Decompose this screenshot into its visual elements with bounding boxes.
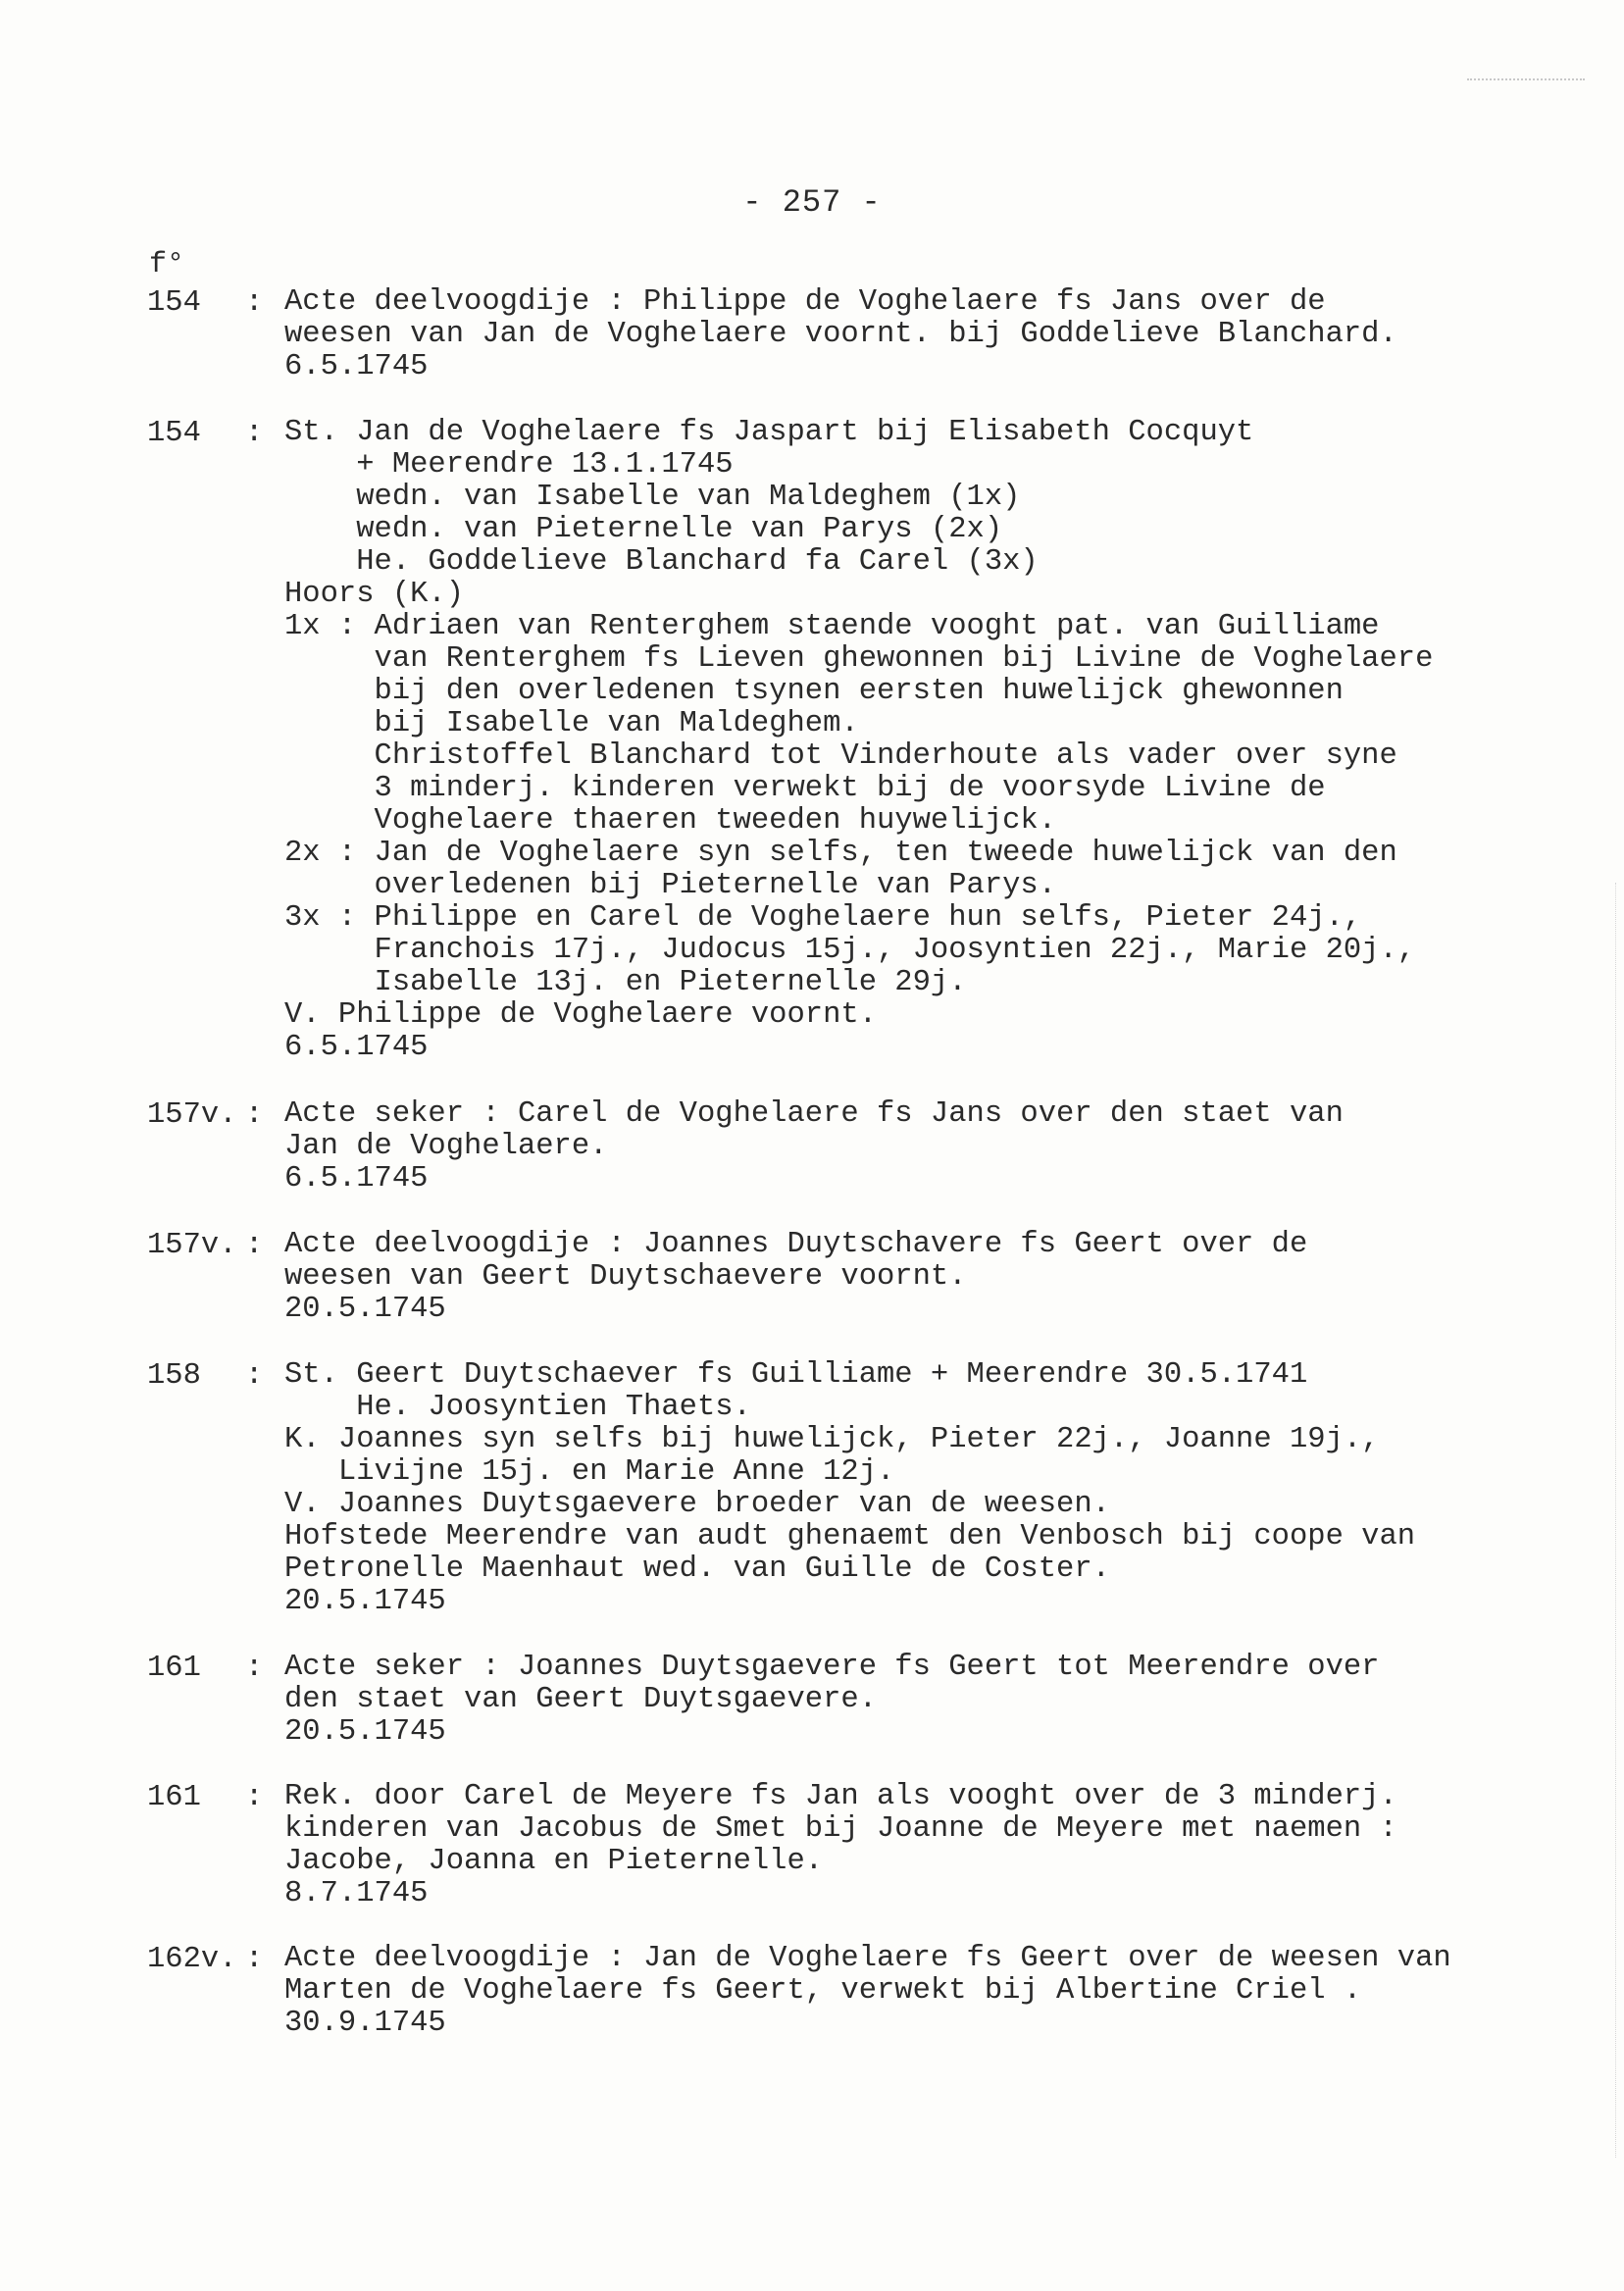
- entry-line: weesen van Geert Duytschaevere voornt.: [284, 1260, 967, 1294]
- entry-line: wedn. van Isabelle van Maldeghem (1x): [284, 481, 1021, 514]
- entry-colon: :: [245, 417, 264, 450]
- entry-colon: :: [245, 1943, 264, 1976]
- entry-line: Rek. door Carel de Meyere fs Jan als vooght over de 3 minderj.: [284, 1780, 1397, 1813]
- entry-line: He. Joosyntien Thaets.: [284, 1391, 751, 1424]
- entry-line: + Meerendre 13.1.1745: [284, 448, 734, 482]
- entry-date: 30.9.1745: [284, 2007, 446, 2040]
- entry-date: 6.5.1745: [284, 1031, 429, 1064]
- entry-line: 3x : Philippe en Carel de Voghelaere hun selfs, Pieter 24j.,: [284, 901, 1362, 935]
- entry-line: den staet van Geert Duytsgaevere.: [284, 1683, 877, 1716]
- entry-line: Franchois 17j., Judocus 15j., Joosyntien 22j., Marie 20j.,: [284, 934, 1416, 967]
- entry-line: 1x : Adriaen van Renterghem staende vooght pat. van Guilliame: [284, 610, 1380, 643]
- entry-date: 6.5.1745: [284, 1162, 429, 1196]
- entry-line: Acte deelvoogdije : Jan de Voghelaere fs Geert over de weesen van: [284, 1942, 1451, 1975]
- entry-line: Marten de Voghelaere fs Geert, verwekt bij Albertine Criel .: [284, 1974, 1362, 2008]
- entry-date: 6.5.1745: [284, 350, 429, 383]
- entry-line: Acte deelvoogdije : Joannes Duytschavere fs Geert over de: [284, 1228, 1308, 1261]
- entry-line: V. Philippe de Voghelaere voornt.: [284, 998, 877, 1032]
- entry-line: wedn. van Pieternelle van Parys (2x): [284, 513, 1003, 546]
- entry-ref: 157v.: [147, 1229, 237, 1262]
- entry-line: overledenen bij Pieternelle van Parys.: [284, 869, 1057, 902]
- entry-line: Hoors (K.): [284, 578, 465, 611]
- entry-line: He. Goddelieve Blanchard fa Carel (3x): [284, 545, 1039, 579]
- entry-line: Livijne 15j. en Marie Anne 12j.: [284, 1455, 895, 1489]
- entry-ref: 157v.: [147, 1098, 237, 1132]
- entry-line: Isabelle 13j. en Pieternelle 29j.: [284, 966, 967, 999]
- entry-ref: 161: [147, 1781, 201, 1814]
- entry-line: St. Geert Duytschaever fs Guilliame + Meerendre 30.5.1741: [284, 1358, 1308, 1392]
- scan-edge-artifact: [1615, 883, 1618, 2158]
- entry-line: V. Joannes Duytsgaevere broeder van de weesen.: [284, 1488, 1110, 1521]
- scan-artifact: [1467, 78, 1585, 82]
- entry-line: weesen van Jan de Voghelaere voornt. bij Goddelieve Blanchard.: [284, 318, 1397, 351]
- entry-line: St. Jan de Voghelaere fs Jaspart bij Elisabeth Cocquyt: [284, 416, 1254, 449]
- entry-date: 20.5.1745: [284, 1715, 446, 1749]
- entry-line: Jacobe, Joanna en Pieternelle.: [284, 1845, 824, 1878]
- entry-ref: 158: [147, 1359, 201, 1393]
- entry-colon: :: [245, 286, 264, 320]
- entry-date: 8.7.1745: [284, 1877, 429, 1910]
- entry-ref: 154: [147, 417, 201, 450]
- entry-line: bij Isabelle van Maldeghem.: [284, 707, 859, 740]
- entry-line: van Renterghem fs Lieven ghewonnen bij Livine de Voghelaere: [284, 642, 1434, 676]
- entry-date: 20.5.1745: [284, 1293, 446, 1326]
- entry-ref: 162v.: [147, 1943, 237, 1976]
- folio-label: f°: [149, 248, 185, 281]
- entry-line: K. Joannes syn selfs bij huwelijck, Pieter 22j., Joanne 19j.,: [284, 1423, 1380, 1456]
- entry-line: Acte seker : Carel de Voghelaere fs Jans over den staet van: [284, 1097, 1344, 1131]
- entry-line: Christoffel Blanchard tot Vinderhoute als vader over syne: [284, 739, 1397, 773]
- entry-colon: :: [245, 1781, 264, 1814]
- entry-line: Petronelle Maenhaut wed. van Guille de Coster.: [284, 1553, 1110, 1586]
- entry-line: Hofstede Meerendre van audt ghenaemt den Venbosch bij coope van: [284, 1520, 1416, 1553]
- entry-colon: :: [245, 1229, 264, 1262]
- entry-line: kinderen van Jacobus de Smet bij Joanne de Meyere met naemen :: [284, 1812, 1397, 1846]
- entry-colon: :: [245, 1098, 264, 1132]
- entry-colon: :: [245, 1652, 264, 1685]
- entry-ref: 161: [147, 1652, 201, 1685]
- entry-line: 2x : Jan de Voghelaere syn selfs, ten tweede huwelijck van den: [284, 837, 1397, 870]
- entry-line: 3 minderj. kinderen verwekt bij de voorsyde Livine de: [284, 772, 1326, 805]
- entry-colon: :: [245, 1359, 264, 1393]
- entry-ref: 154: [147, 286, 201, 320]
- entry-line: Acte seker : Joannes Duytsgaevere fs Geert tot Meerendre over: [284, 1651, 1380, 1684]
- entry-date: 20.5.1745: [284, 1585, 446, 1618]
- entry-line: Jan de Voghelaere.: [284, 1130, 608, 1163]
- entry-line: Voghelaere thaeren tweeden huywelijck.: [284, 804, 1057, 838]
- entry-line: Acte deelvoogdije : Philippe de Voghelaere fs Jans over de: [284, 285, 1326, 319]
- entry-line: bij den overledenen tsynen eersten huwelijck ghewonnen: [284, 675, 1344, 708]
- page-number: - 257 -: [742, 184, 882, 221]
